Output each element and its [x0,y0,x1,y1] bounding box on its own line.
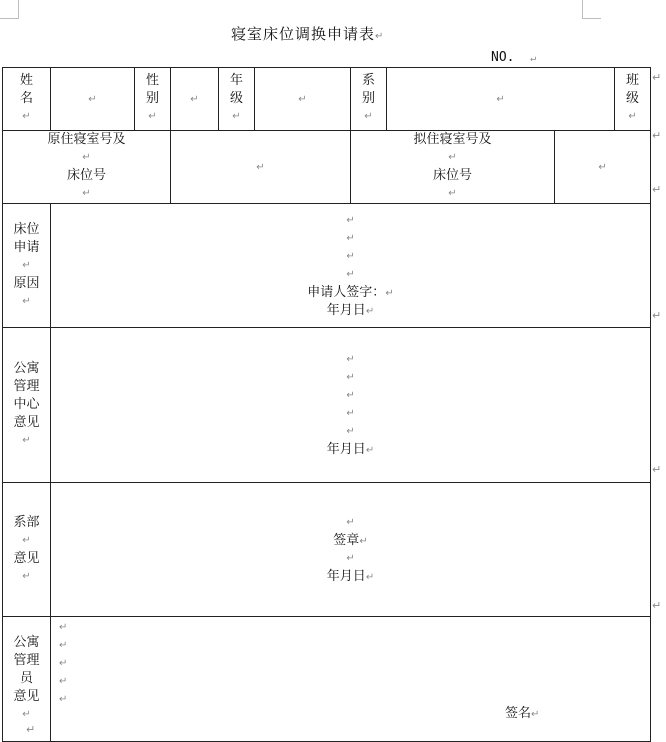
row-end-mark: ↵ [652,599,662,612]
center-opinion-field[interactable]: ↵ ↵ ↵ ↵ ↵ 年月日↵ [51,328,651,483]
end-paragraph-mark: ↵ [26,723,36,736]
department-field[interactable]: ↵ [387,68,615,131]
crop-mark-top-right [582,0,601,19]
gender-label: 性 别 ↵ [135,68,171,131]
target-dorm-label: 拟住寝室号及 ↵ 床位号 ↵ [351,131,555,204]
grade-field[interactable]: ↵ [255,68,351,131]
dorm-info-row [3,131,651,204]
basic-info-row [3,68,651,131]
center-opinion-date: 年月日↵ [326,442,375,457]
name-label: 姓 名 ↵ [3,68,51,131]
original-dorm-field[interactable]: ↵ [171,131,351,204]
reason-label: 床位 申请 ↵ 原因 ↵ [3,204,51,328]
reason-row [3,204,651,328]
manager-opinion-field[interactable]: ↵ ↵ ↵ ↵ ↵ 签名↵ [51,617,651,742]
crop-mark-top-left [0,0,19,19]
dept-opinion-row [3,483,651,617]
manager-sign-label: 签名↵ [505,706,540,721]
class-label: 班 级 ↵ [615,68,651,131]
gender-field[interactable]: ↵ [171,68,219,131]
row-end-mark: ↵ [652,183,662,196]
row-end-mark: ↵ [652,129,662,142]
center-opinion-row [3,328,651,483]
dept-opinion-label: 系部 ↵ 意见 ↵ [3,483,51,617]
row-end-mark: ↵ [652,309,662,322]
manager-opinion-label: 公寓 管理 员 意见 ↵ [3,617,51,742]
original-dorm-label: 原住寝室号及 ↵ 床位号 ↵ [3,131,171,204]
row-end-mark: ↵ [652,463,662,476]
dept-opinion-field[interactable]: ↵ 签章↵ ↵ 年月日↵ [51,483,651,617]
grade-label: 年 级 ↵ [219,68,255,131]
center-opinion-label: 公寓 管理 中心 意见 ↵ [3,328,51,483]
form-number: NO. ↵ [491,50,537,65]
name-field[interactable]: ↵ [51,68,135,131]
reason-date: 年月日↵ [326,302,375,318]
dept-opinion-date: 年月日↵ [326,568,375,584]
applicant-signature-label: 申请人签字：↵ [307,284,394,300]
row-end-mark: ↵ [652,71,662,84]
reason-field[interactable]: ↵ ↵ ↵ ↵ 申请人签字：↵ 年月日↵ [51,204,651,328]
form-title: 寝室床位调换申请表↵ [231,25,385,43]
manager-opinion-row [3,617,651,742]
target-dorm-field[interactable]: ↵ [555,131,651,204]
department-label: 系 别 ↵ [351,68,387,131]
application-form-table [2,67,651,742]
dept-seal-label: 签章↵ [333,532,368,548]
